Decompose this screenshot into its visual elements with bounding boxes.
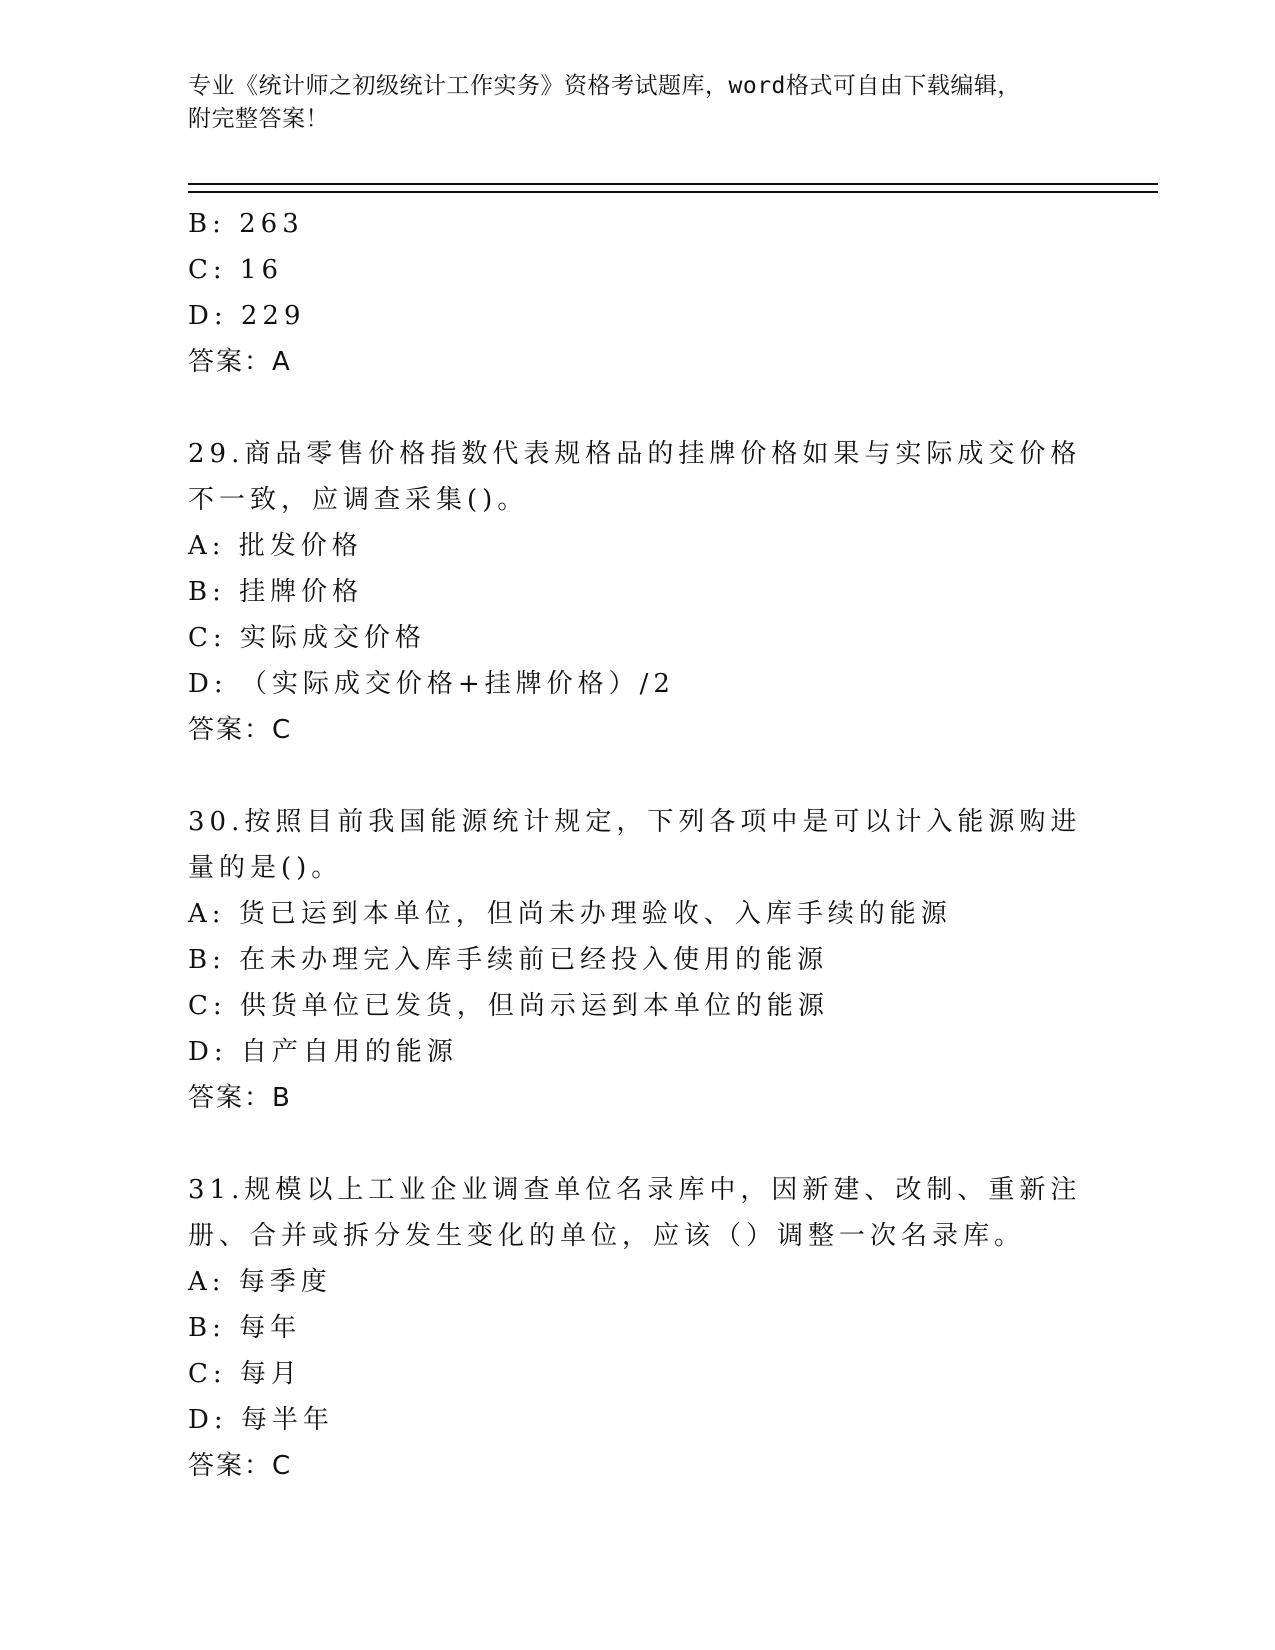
option-d: D: 自产自用的能源 [188, 1037, 458, 1067]
answer: 答案：B [188, 1083, 292, 1113]
option-b: B: 263 [188, 209, 304, 239]
option-a: A: 货已运到本单位，但尚未办理验收、入库手续的能源 [188, 899, 952, 929]
question-text: 31.规模以上工业企业调查单位名录库中，因新建、改制、重新注册、合并或拆分发生变化的单位，应该（）调整一次名录库。 [188, 1175, 1082, 1251]
question-list [188, 201, 1158, 1489]
option-c: C: 16 [188, 255, 284, 285]
question-text: 30.按照目前我国能源统计规定，下列各项中是可以计入能源购进量的是()。 [188, 807, 1082, 883]
option-b: B: 挂牌价格 [188, 577, 364, 607]
option-c: C: 供货单位已发货，但尚示运到本单位的能源 [188, 991, 829, 1021]
option-d: D: （实际成交价格+挂牌价格）/2 [188, 669, 675, 699]
header-divider [188, 183, 1158, 193]
answer: 答案：C [188, 715, 293, 745]
header-line-1: 专业《统计师之初级统计工作实务》资格考试题库，word格式可自由下载编辑， [188, 73, 1021, 99]
document-header [188, 70, 1158, 136]
option-d: D: 229 [188, 301, 306, 331]
option-b: B: 每年 [188, 1313, 302, 1343]
option-c: C: 实际成交价格 [188, 623, 426, 653]
question-text: 29.商品零售价格指数代表规格品的挂牌价格如果与实际成交价格不一致，应调查采集()。 [188, 439, 1082, 515]
option-c: C: 每月 [188, 1359, 302, 1389]
option-b: B: 在未办理完入库手续前已经投入使用的能源 [188, 945, 829, 975]
option-d: D: 每半年 [188, 1405, 334, 1435]
document-page [188, 70, 1158, 1489]
question-31 [188, 1167, 1158, 1489]
option-a: A: 每季度 [188, 1267, 332, 1297]
question-29 [188, 431, 1158, 753]
question-30 [188, 799, 1158, 1121]
answer: 答案：C [188, 1451, 293, 1481]
answer: 答案：A [188, 347, 292, 377]
option-a: A: 批发价格 [188, 531, 363, 561]
question-28 [188, 201, 1158, 385]
header-line-2: 附完整答案！ [188, 106, 329, 132]
